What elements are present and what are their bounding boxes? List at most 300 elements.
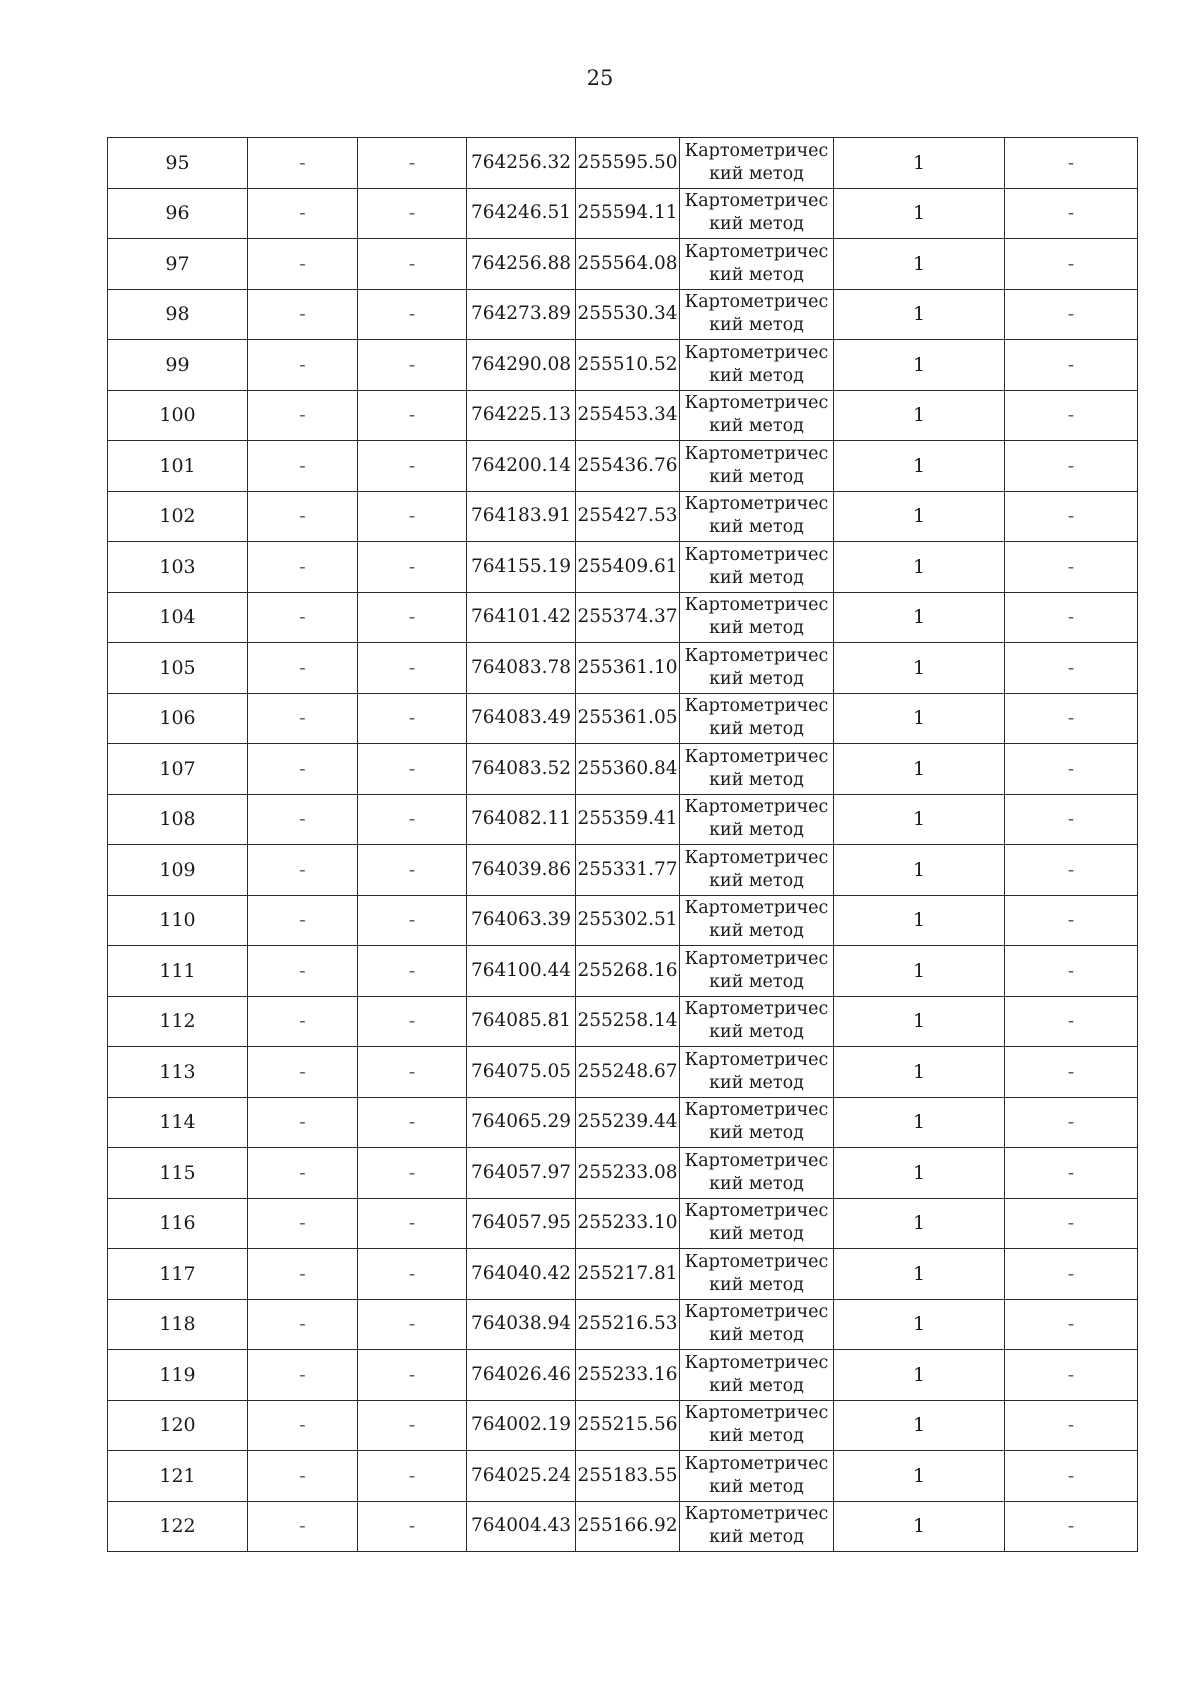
table-row — [108, 592, 1138, 643]
dash-cell: - — [1005, 542, 1138, 593]
x-coordinate-cell: 764256.88 — [467, 239, 576, 290]
method-line: кий метод — [709, 315, 804, 336]
value-cell: 1 — [834, 592, 1005, 643]
y-coordinate-cell: 255530.34 — [576, 289, 680, 340]
dash-cell: - — [1005, 693, 1138, 744]
dash-cell: - — [358, 592, 467, 643]
point-number-cell: 108 — [108, 794, 248, 845]
dash-cell: - — [358, 1198, 467, 1249]
method-line: Картометричес — [684, 999, 829, 1020]
dash-cell: - — [248, 1350, 358, 1401]
value-cell: 1 — [834, 340, 1005, 391]
y-coordinate-cell: 255510.52 — [576, 340, 680, 391]
x-coordinate-cell: 764065.29 — [467, 1097, 576, 1148]
table-row — [108, 1350, 1138, 1401]
value-cell: 1 — [834, 643, 1005, 694]
table-row — [108, 542, 1138, 593]
method-cell — [680, 1198, 834, 1249]
dash-cell: - — [1005, 1299, 1138, 1350]
table-row — [108, 1198, 1138, 1249]
method-line: Картометричес — [684, 241, 829, 262]
dash-cell: - — [1005, 946, 1138, 997]
table-row — [108, 340, 1138, 391]
point-number-cell: 111 — [108, 946, 248, 997]
dash-cell: - — [1005, 1350, 1138, 1401]
table-row — [108, 188, 1138, 239]
y-coordinate-cell: 255331.77 — [576, 845, 680, 896]
table-row — [108, 239, 1138, 290]
table-row — [108, 441, 1138, 492]
dash-cell: - — [358, 138, 467, 189]
y-coordinate-cell: 255427.53 — [576, 491, 680, 542]
point-number-cell: 100 — [108, 390, 248, 441]
table-row — [108, 1501, 1138, 1552]
value-cell: 1 — [834, 542, 1005, 593]
dash-cell: - — [248, 1451, 358, 1502]
x-coordinate-cell: 764155.19 — [467, 542, 576, 593]
method-cell — [680, 239, 834, 290]
method-line: Картометричес — [684, 494, 829, 515]
method-line: кий метод — [709, 214, 804, 235]
point-number-cell: 105 — [108, 643, 248, 694]
x-coordinate-cell: 764100.44 — [467, 946, 576, 997]
point-number-cell: 112 — [108, 996, 248, 1047]
y-coordinate-cell: 255594.11 — [576, 188, 680, 239]
dash-cell: - — [1005, 340, 1138, 391]
y-coordinate-cell: 255302.51 — [576, 895, 680, 946]
method-cell — [680, 1249, 834, 1300]
method-cell — [680, 1350, 834, 1401]
dash-cell: - — [1005, 1400, 1138, 1451]
value-cell: 1 — [834, 138, 1005, 189]
x-coordinate-cell: 764256.32 — [467, 138, 576, 189]
table-row — [108, 845, 1138, 896]
x-coordinate-cell: 764225.13 — [467, 390, 576, 441]
method-line: Картометричес — [684, 191, 829, 212]
method-line: Картометричес — [684, 1150, 829, 1171]
point-number-cell: 117 — [108, 1249, 248, 1300]
method-cell — [680, 1148, 834, 1199]
value-cell: 1 — [834, 1451, 1005, 1502]
method-cell — [680, 491, 834, 542]
dash-cell: - — [358, 1451, 467, 1502]
point-number-cell: 102 — [108, 491, 248, 542]
method-line: Картометричес — [684, 342, 829, 363]
method-cell — [680, 845, 834, 896]
y-coordinate-cell: 255361.10 — [576, 643, 680, 694]
method-line: Картометричес — [684, 948, 829, 969]
dash-cell: - — [358, 845, 467, 896]
method-line: Картометричес — [684, 847, 829, 868]
dash-cell: - — [358, 441, 467, 492]
dash-cell: - — [358, 239, 467, 290]
dash-cell: - — [1005, 1501, 1138, 1552]
dash-cell: - — [248, 996, 358, 1047]
point-number-cell: 103 — [108, 542, 248, 593]
dash-cell: - — [248, 1198, 358, 1249]
dash-cell: - — [248, 138, 358, 189]
x-coordinate-cell: 764083.78 — [467, 643, 576, 694]
point-number-cell: 106 — [108, 693, 248, 744]
x-coordinate-cell: 764183.91 — [467, 491, 576, 542]
dash-cell: - — [1005, 1097, 1138, 1148]
dash-cell: - — [248, 491, 358, 542]
dash-cell: - — [248, 239, 358, 290]
y-coordinate-cell: 255409.61 — [576, 542, 680, 593]
x-coordinate-cell: 764002.19 — [467, 1400, 576, 1451]
method-cell — [680, 794, 834, 845]
page-number: 25 — [586, 66, 614, 90]
value-cell: 1 — [834, 1350, 1005, 1401]
x-coordinate-cell: 764004.43 — [467, 1501, 576, 1552]
table-row — [108, 289, 1138, 340]
dash-cell: - — [1005, 289, 1138, 340]
dash-cell: - — [358, 340, 467, 391]
dash-cell: - — [1005, 895, 1138, 946]
y-coordinate-cell: 255233.16 — [576, 1350, 680, 1401]
coordinates-table — [107, 137, 1138, 1552]
method-line: кий метод — [709, 1426, 804, 1447]
method-line: кий метод — [709, 163, 804, 184]
method-line: кий метод — [709, 921, 804, 942]
method-line: кий метод — [709, 264, 804, 285]
x-coordinate-cell: 764040.42 — [467, 1249, 576, 1300]
method-cell — [680, 289, 834, 340]
method-line: Картометричес — [684, 696, 829, 717]
point-number-cell: 101 — [108, 441, 248, 492]
dash-cell: - — [358, 946, 467, 997]
dash-cell: - — [248, 1047, 358, 1098]
value-cell: 1 — [834, 1400, 1005, 1451]
dash-cell: - — [1005, 1047, 1138, 1098]
x-coordinate-cell: 764082.11 — [467, 794, 576, 845]
point-number-cell: 97 — [108, 239, 248, 290]
dash-cell: - — [248, 289, 358, 340]
method-line: кий метод — [709, 668, 804, 689]
x-coordinate-cell: 764273.89 — [467, 289, 576, 340]
method-cell — [680, 693, 834, 744]
method-cell — [680, 1451, 834, 1502]
dash-cell: - — [358, 1249, 467, 1300]
value-cell: 1 — [834, 1097, 1005, 1148]
y-coordinate-cell: 255258.14 — [576, 996, 680, 1047]
x-coordinate-cell: 764085.81 — [467, 996, 576, 1047]
value-cell: 1 — [834, 188, 1005, 239]
value-cell: 1 — [834, 693, 1005, 744]
dash-cell: - — [1005, 239, 1138, 290]
dash-cell: - — [1005, 188, 1138, 239]
x-coordinate-cell: 764246.51 — [467, 188, 576, 239]
method-line: Картометричес — [684, 746, 829, 767]
method-line: кий метод — [709, 971, 804, 992]
method-cell — [680, 895, 834, 946]
method-line: кий метод — [709, 1476, 804, 1497]
dash-cell: - — [358, 1299, 467, 1350]
x-coordinate-cell: 764083.52 — [467, 744, 576, 795]
method-cell — [680, 744, 834, 795]
dash-cell: - — [248, 1400, 358, 1451]
method-line: Картометричес — [684, 1049, 829, 1070]
method-cell — [680, 1299, 834, 1350]
x-coordinate-cell: 764200.14 — [467, 441, 576, 492]
dash-cell: - — [248, 946, 358, 997]
method-line: кий метод — [709, 466, 804, 487]
method-line: Картометричес — [684, 1352, 829, 1373]
method-cell — [680, 1047, 834, 1098]
dash-cell: - — [248, 1148, 358, 1199]
method-line: Картометричес — [684, 1201, 829, 1222]
table-row — [108, 1097, 1138, 1148]
dash-cell: - — [1005, 491, 1138, 542]
method-cell — [680, 1097, 834, 1148]
table-row — [108, 895, 1138, 946]
value-cell: 1 — [834, 239, 1005, 290]
method-cell — [680, 138, 834, 189]
method-line: Картометричес — [684, 140, 829, 161]
x-coordinate-cell: 764025.24 — [467, 1451, 576, 1502]
y-coordinate-cell: 255216.53 — [576, 1299, 680, 1350]
y-coordinate-cell: 255359.41 — [576, 794, 680, 845]
point-number-cell: 120 — [108, 1400, 248, 1451]
method-line: кий метод — [709, 1022, 804, 1043]
method-cell — [680, 1400, 834, 1451]
point-number-cell: 107 — [108, 744, 248, 795]
point-number-cell: 122 — [108, 1501, 248, 1552]
table-body — [108, 138, 1138, 1552]
method-cell — [680, 592, 834, 643]
table-row — [108, 1148, 1138, 1199]
value-cell: 1 — [834, 1299, 1005, 1350]
dash-cell: - — [248, 744, 358, 795]
dash-cell: - — [358, 1400, 467, 1451]
dash-cell: - — [248, 845, 358, 896]
x-coordinate-cell: 764075.05 — [467, 1047, 576, 1098]
y-coordinate-cell: 255239.44 — [576, 1097, 680, 1148]
method-line: кий метод — [709, 517, 804, 538]
point-number-cell: 96 — [108, 188, 248, 239]
dash-cell: - — [1005, 1148, 1138, 1199]
method-cell — [680, 340, 834, 391]
method-line: кий метод — [709, 1072, 804, 1093]
value-cell: 1 — [834, 1249, 1005, 1300]
value-cell: 1 — [834, 946, 1005, 997]
dash-cell: - — [248, 390, 358, 441]
x-coordinate-cell: 764038.94 — [467, 1299, 576, 1350]
y-coordinate-cell: 255453.34 — [576, 390, 680, 441]
method-line: Картометричес — [684, 1302, 829, 1323]
method-line: кий метод — [709, 1375, 804, 1396]
method-line: кий метод — [709, 416, 804, 437]
dash-cell: - — [1005, 643, 1138, 694]
dash-cell: - — [248, 643, 358, 694]
dash-cell: - — [358, 542, 467, 593]
method-line: Картометричес — [684, 898, 829, 919]
method-cell — [680, 441, 834, 492]
x-coordinate-cell: 764039.86 — [467, 845, 576, 896]
table-row — [108, 491, 1138, 542]
dash-cell: - — [358, 744, 467, 795]
method-cell — [680, 390, 834, 441]
dash-cell: - — [358, 1350, 467, 1401]
method-cell — [680, 1501, 834, 1552]
table-row — [108, 794, 1138, 845]
y-coordinate-cell: 255595.50 — [576, 138, 680, 189]
method-cell — [680, 542, 834, 593]
method-line: Картометричес — [684, 595, 829, 616]
method-line: кий метод — [709, 618, 804, 639]
dash-cell: - — [1005, 390, 1138, 441]
dash-cell: - — [248, 188, 358, 239]
point-number-cell: 99 — [108, 340, 248, 391]
method-cell — [680, 946, 834, 997]
method-line: кий метод — [709, 719, 804, 740]
method-line: Картометричес — [684, 797, 829, 818]
table-row — [108, 643, 1138, 694]
point-number-cell: 121 — [108, 1451, 248, 1502]
dash-cell: - — [248, 340, 358, 391]
dash-cell: - — [1005, 441, 1138, 492]
method-line: кий метод — [709, 1325, 804, 1346]
value-cell: 1 — [834, 996, 1005, 1047]
y-coordinate-cell: 255436.76 — [576, 441, 680, 492]
y-coordinate-cell: 255183.55 — [576, 1451, 680, 1502]
method-line: Картометричес — [684, 1100, 829, 1121]
dash-cell: - — [358, 794, 467, 845]
method-line: кий метод — [709, 1527, 804, 1548]
table-row — [108, 1451, 1138, 1502]
method-line: кий метод — [709, 870, 804, 891]
y-coordinate-cell: 255217.81 — [576, 1249, 680, 1300]
table-row — [108, 946, 1138, 997]
value-cell: 1 — [834, 895, 1005, 946]
point-number-cell: 95 — [108, 138, 248, 189]
value-cell: 1 — [834, 744, 1005, 795]
dash-cell: - — [1005, 845, 1138, 896]
point-number-cell: 118 — [108, 1299, 248, 1350]
y-coordinate-cell: 255374.37 — [576, 592, 680, 643]
value-cell: 1 — [834, 845, 1005, 896]
method-cell — [680, 643, 834, 694]
value-cell: 1 — [834, 441, 1005, 492]
value-cell: 1 — [834, 794, 1005, 845]
point-number-cell: 109 — [108, 845, 248, 896]
value-cell: 1 — [834, 1148, 1005, 1199]
value-cell: 1 — [834, 289, 1005, 340]
dash-cell: - — [1005, 794, 1138, 845]
y-coordinate-cell: 255248.67 — [576, 1047, 680, 1098]
dash-cell: - — [1005, 592, 1138, 643]
point-number-cell: 115 — [108, 1148, 248, 1199]
method-line: Картометричес — [684, 1403, 829, 1424]
method-line: Картометричес — [684, 443, 829, 464]
point-number-cell: 114 — [108, 1097, 248, 1148]
dash-cell: - — [358, 289, 467, 340]
method-cell — [680, 996, 834, 1047]
table-row — [108, 996, 1138, 1047]
x-coordinate-cell: 764026.46 — [467, 1350, 576, 1401]
dash-cell: - — [248, 794, 358, 845]
method-line: Картометричес — [684, 1251, 829, 1272]
dash-cell: - — [248, 693, 358, 744]
dash-cell: - — [1005, 1451, 1138, 1502]
table-row — [108, 1249, 1138, 1300]
dash-cell: - — [358, 1047, 467, 1098]
dash-cell: - — [248, 895, 358, 946]
x-coordinate-cell: 764057.97 — [467, 1148, 576, 1199]
dash-cell: - — [358, 390, 467, 441]
dash-cell: - — [1005, 744, 1138, 795]
dash-cell: - — [358, 1097, 467, 1148]
dash-cell: - — [248, 1097, 358, 1148]
dash-cell: - — [1005, 996, 1138, 1047]
y-coordinate-cell: 255233.10 — [576, 1198, 680, 1249]
y-coordinate-cell: 255360.84 — [576, 744, 680, 795]
method-line: кий метод — [709, 365, 804, 386]
point-number-cell: 119 — [108, 1350, 248, 1401]
table-row — [108, 138, 1138, 189]
method-line: Картометричес — [684, 645, 829, 666]
dash-cell: - — [358, 1501, 467, 1552]
method-line: Картометричес — [684, 1504, 829, 1525]
method-line: кий метод — [709, 1173, 804, 1194]
x-coordinate-cell: 764290.08 — [467, 340, 576, 391]
value-cell: 1 — [834, 390, 1005, 441]
method-line: Картометричес — [684, 292, 829, 313]
point-number-cell: 113 — [108, 1047, 248, 1098]
method-line: Картометричес — [684, 393, 829, 414]
dash-cell: - — [358, 643, 467, 694]
table-row — [108, 744, 1138, 795]
dash-cell: - — [358, 491, 467, 542]
dash-cell: - — [358, 996, 467, 1047]
method-line: кий метод — [709, 1274, 804, 1295]
dash-cell: - — [248, 441, 358, 492]
table-row — [108, 1047, 1138, 1098]
point-number-cell: 116 — [108, 1198, 248, 1249]
dash-cell: - — [248, 1299, 358, 1350]
y-coordinate-cell: 255233.08 — [576, 1148, 680, 1199]
point-number-cell: 98 — [108, 289, 248, 340]
y-coordinate-cell: 255215.56 — [576, 1400, 680, 1451]
dash-cell: - — [358, 693, 467, 744]
dash-cell: - — [358, 895, 467, 946]
dash-cell: - — [358, 1148, 467, 1199]
y-coordinate-cell: 255268.16 — [576, 946, 680, 997]
value-cell: 1 — [834, 491, 1005, 542]
dash-cell: - — [248, 1249, 358, 1300]
value-cell: 1 — [834, 1198, 1005, 1249]
x-coordinate-cell: 764101.42 — [467, 592, 576, 643]
method-line: кий метод — [709, 567, 804, 588]
point-number-cell: 104 — [108, 592, 248, 643]
method-line: кий метод — [709, 820, 804, 841]
value-cell: 1 — [834, 1047, 1005, 1098]
y-coordinate-cell: 255564.08 — [576, 239, 680, 290]
x-coordinate-cell: 764057.95 — [467, 1198, 576, 1249]
table-row — [108, 1299, 1138, 1350]
table-row — [108, 1400, 1138, 1451]
dash-cell: - — [1005, 1249, 1138, 1300]
method-line: Картометричес — [684, 1453, 829, 1474]
method-cell — [680, 188, 834, 239]
y-coordinate-cell: 255361.05 — [576, 693, 680, 744]
method-line: кий метод — [709, 1123, 804, 1144]
method-line: кий метод — [709, 1224, 804, 1245]
dash-cell: - — [358, 188, 467, 239]
point-number-cell: 110 — [108, 895, 248, 946]
y-coordinate-cell: 255166.92 — [576, 1501, 680, 1552]
x-coordinate-cell: 764083.49 — [467, 693, 576, 744]
